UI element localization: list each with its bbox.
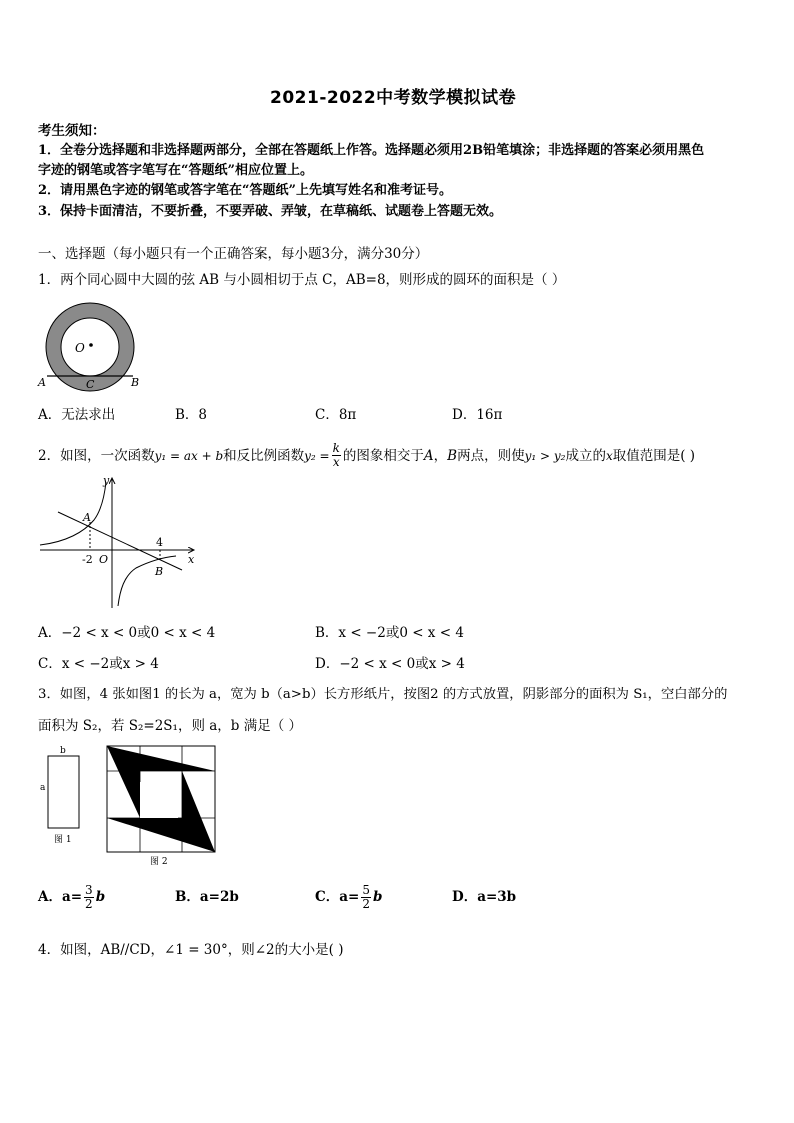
q2-variable-x: x <box>605 448 613 463</box>
q2-linear-function: y₁ = ax + b <box>154 448 224 463</box>
q3-fig2-caption: 图 2 <box>150 857 168 866</box>
q2-line <box>58 512 182 570</box>
q2-label-y: y <box>103 474 110 487</box>
q3-option-a-den: 2 <box>85 896 93 911</box>
q2-label-o: O <box>99 553 109 566</box>
q2-inverse-function-lhs: y₂ = <box>304 448 330 463</box>
q2-label-minus2: -2 <box>82 553 93 566</box>
q1-option-d: D．16π <box>452 407 503 423</box>
q3-option-c-num: 5 <box>362 882 370 897</box>
q2-option-c: C．x < −2或x > 4 <box>38 656 159 672</box>
q1-small-circle <box>61 318 119 376</box>
notice-heading: 考生须知： <box>38 123 106 139</box>
notice-line-3: 3．保持卡面清洁，不要折叠，不要弄破、弄皱，在草稿纸、试题卷上答题无效。 <box>38 204 503 219</box>
q2-label-a: A <box>83 511 91 524</box>
page-title: 2021-2022中考数学模拟试卷 <box>270 88 517 108</box>
q2-label-4: 4 <box>156 536 163 549</box>
notice-line-1a: 1．全卷分选择题和非选择题两部分，全部在答题纸上作答。选择题必须用2B铅笔填涂；非选择题的答案必须用黑色 <box>38 143 705 158</box>
q1-label-c: C <box>86 378 95 391</box>
q2-stem-part4: ， <box>433 447 448 464</box>
q2-option-a: A．−2 < x < 0或0 < x < 4 <box>38 625 216 641</box>
q2-fraction-den: x <box>332 455 340 469</box>
q3-option-c <box>315 882 382 912</box>
q1-concentric-circles-figure <box>36 302 146 394</box>
q2-stem-part7: 取值范围是( ) <box>612 447 696 464</box>
q3-option-a-prefix: A．a= <box>38 889 83 905</box>
q2-stem-part5: 两点，则使 <box>457 447 525 464</box>
q3-option-b: B．a=2b <box>175 889 239 905</box>
q1-center-dot <box>89 343 93 347</box>
notice-line-1b: 字迹的钢笔或答字笔写在“答题纸”相应位置上。 <box>38 163 313 178</box>
q3-option-a-fraction <box>84 884 94 911</box>
q2-hyperbola-left-branch <box>40 482 106 545</box>
q1-label-a: A <box>38 376 46 389</box>
q3-figures <box>36 742 226 866</box>
section-heading: 一、选择题（每小题只有一个正确答案，每小题3分，满分30分） <box>38 246 429 262</box>
q3-fig1-label-a: a <box>40 783 46 793</box>
q2-fraction-k-over-x <box>332 442 341 469</box>
q3-fig1-rectangle <box>48 756 79 828</box>
q2-label-b: B <box>155 565 164 578</box>
q2-stem-part6: 成立的 <box>565 447 606 464</box>
q1-option-a: A．无法求出 <box>38 407 116 423</box>
notice-line-2: 2．请用黑色字迹的钢笔或答字笔在“答题纸”上先填写姓名和准考证号。 <box>38 183 453 198</box>
q1-label-b: B <box>131 376 140 389</box>
q3-option-a <box>38 882 105 912</box>
q3-option-c-fraction <box>361 884 371 911</box>
q3-option-c-den: 2 <box>362 896 370 911</box>
q3-option-a-suffix: b <box>95 889 106 905</box>
q3-stem-line-2: 面积为 S₂，若 S₂=2S₁，则 a，b 满足（ ） <box>38 718 303 734</box>
q4-stem: 4．如图，AB//CD，∠1 = 30°，则∠2的大小是( ) <box>38 942 344 958</box>
q2-condition: y₁ > y₂ <box>524 448 566 463</box>
q2-option-d: D．−2 < x < 0或x > 4 <box>315 656 465 672</box>
q1-option-c: C．8π <box>315 407 357 423</box>
q2-stem <box>38 442 695 469</box>
q2-point-b: B <box>447 447 458 464</box>
q2-stem-part3: 的图象相交于 <box>342 447 424 464</box>
q1-label-o: O <box>75 341 85 355</box>
q2-point-a: A <box>423 447 434 464</box>
q3-fig1-caption: 图 1 <box>54 835 72 845</box>
q3-fig2-inner-square <box>140 782 178 818</box>
q2-stem-part1: 2．如图，一次函数 <box>38 447 155 464</box>
q2-fraction-num: k <box>332 441 340 455</box>
q2-stem-part2: 和反比例函数 <box>223 447 305 464</box>
q3-stem-line-1: 3．如图，4 张如图1 的长为 a，宽为 b（a>b）长方形纸片，按图2 的方式放置，阴影部分的面积为 S₁，空白部分的 <box>38 687 728 702</box>
q2-graph-figure <box>36 472 200 612</box>
q3-option-a-num: 3 <box>85 882 93 897</box>
q3-option-d: D．a=3b <box>452 889 517 905</box>
q2-label-x: x <box>188 553 195 566</box>
q1-stem: 1．两个同心圆中大圆的弦 AB 与小圆相切于点 C，AB=8，则形成的圆环的面积是（ ） <box>38 272 566 288</box>
q3-option-c-prefix: C．a= <box>315 889 360 905</box>
q3-option-c-suffix: b <box>372 889 383 905</box>
q3-fig1-label-b: b <box>60 746 66 756</box>
q1-option-b: B．8 <box>175 407 208 423</box>
q2-option-b: B．x < −2或0 < x < 4 <box>315 625 464 641</box>
